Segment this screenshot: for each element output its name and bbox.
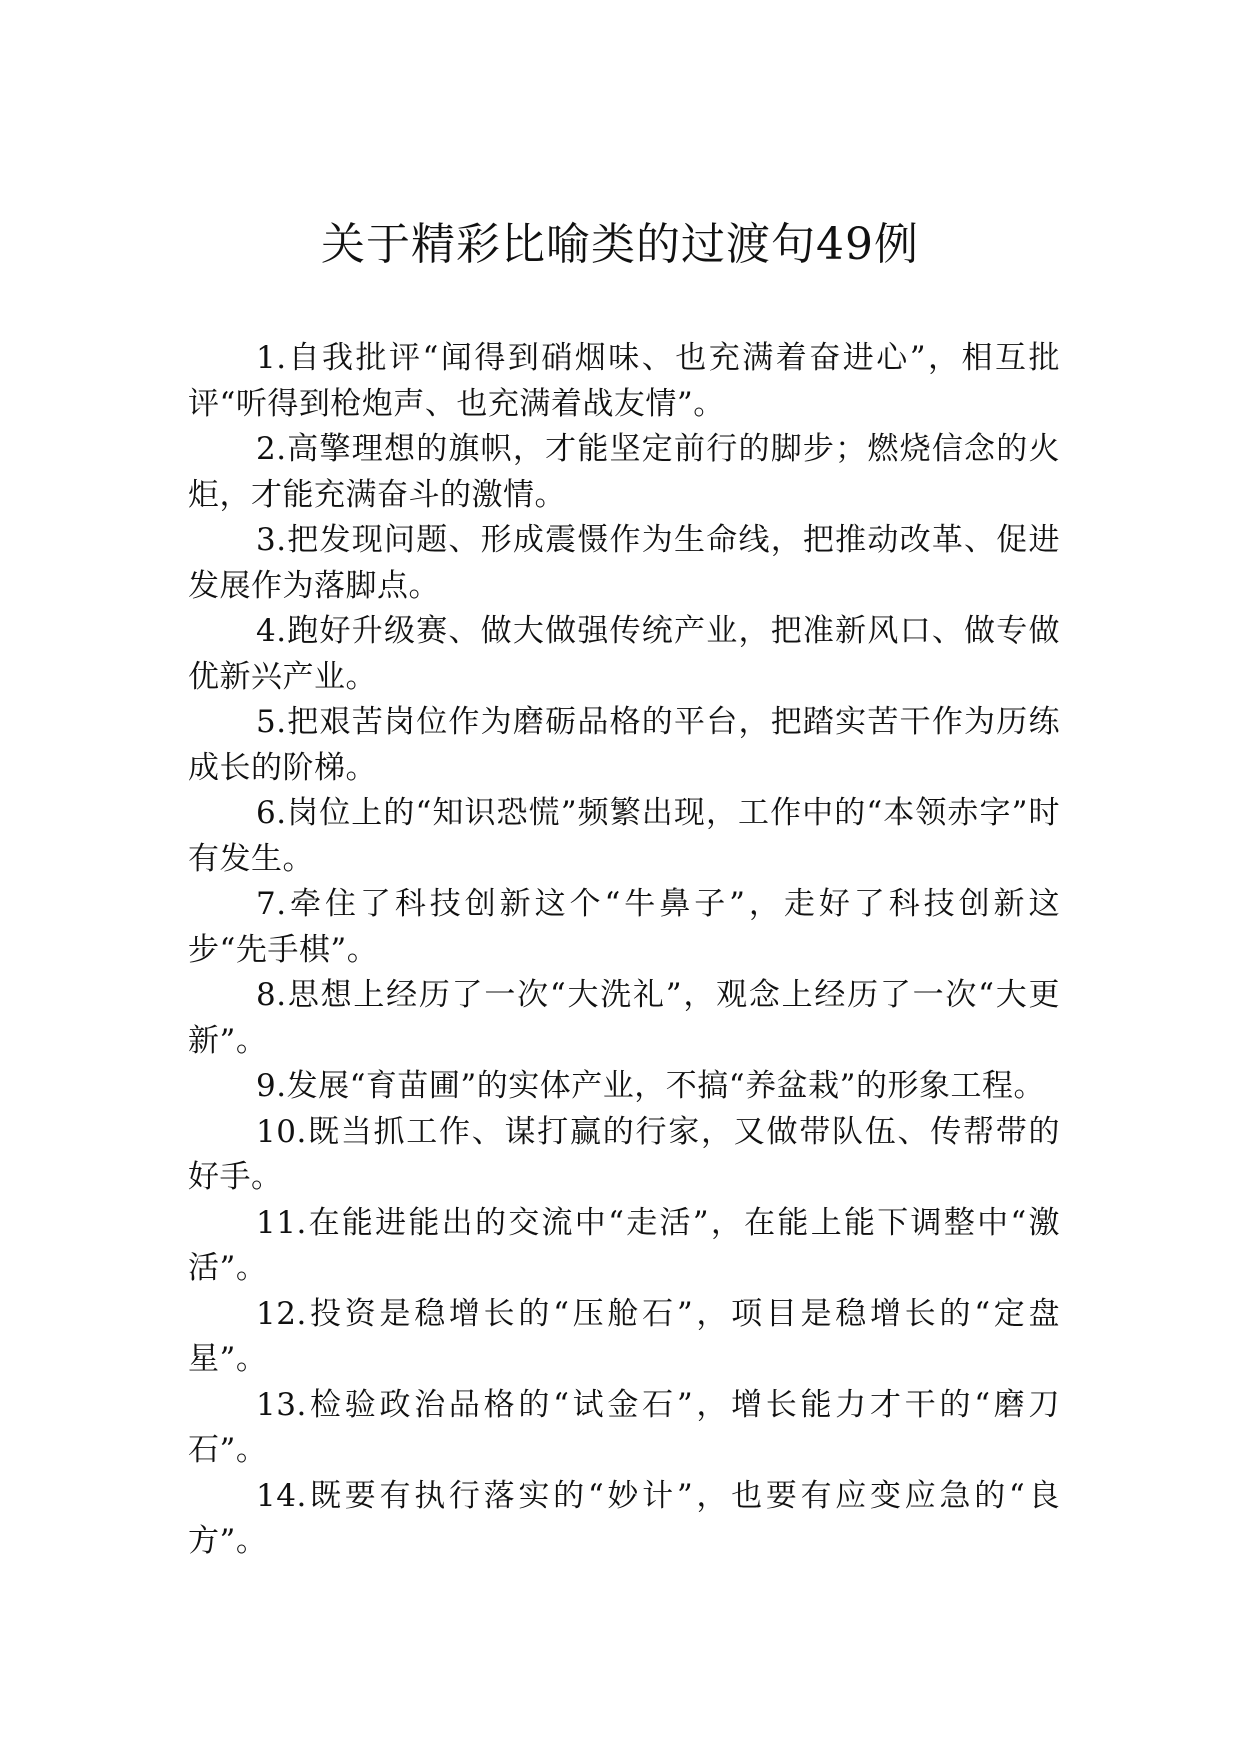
list-item: 4.跑好升级赛、做大做强传统产业，把准新风口、做专做优新兴产业。	[188, 613, 1060, 695]
document-title: 关于精彩比喻类的过渡句49例	[321, 219, 919, 270]
list-item: 12.投资是稳增长的“压舱石”，项目是稳增长的“定盘星”。	[188, 1295, 1060, 1377]
sentence-list	[188, 336, 1060, 1565]
list-item: 14.既要有执行落实的“妙计”，也要有应变应急的“良方”。	[188, 1477, 1060, 1559]
list-item: 10.既当抓工作、谋打赢的行家，又做带队伍、传帮带的好手。	[188, 1113, 1060, 1195]
list-item: 2.高擎理想的旗帜，才能坚定前行的脚步；燃烧信念的火炬，才能充满奋斗的激情。	[188, 431, 1060, 513]
list-item: 13.检验政治品格的“试金石”，增长能力才干的“磨刀石”。	[188, 1386, 1060, 1468]
list-item: 6.岗位上的“知识恐慌”频繁出现，工作中的“本领赤字”时有发生。	[188, 795, 1060, 877]
list-item: 8.思想上经历了一次“大洗礼”，观念上经历了一次“大更新”。	[188, 977, 1060, 1059]
list-item: 11.在能进能出的交流中“走活”，在能上能下调整中“激活”。	[188, 1204, 1060, 1286]
list-item: 1.自我批评“闻得到硝烟味、也充满着奋进心”，相互批评“听得到枪炮声、也充满着战友情”。	[188, 340, 1060, 422]
list-item: 5.把艰苦岗位作为磨砺品格的平台，把踏实苦干作为历练成长的阶梯。	[188, 704, 1060, 786]
list-item: 7.牵住了科技创新这个“牛鼻子”，走好了科技创新这步“先手棋”。	[188, 886, 1060, 968]
list-item: 3.把发现问题、形成震慑作为生命线，把推动改革、促进发展作为落脚点。	[188, 522, 1060, 604]
list-item: 9.发展“育苗圃”的实体产业，不搞“养盆栽”的形象工程。	[256, 1068, 1045, 1104]
